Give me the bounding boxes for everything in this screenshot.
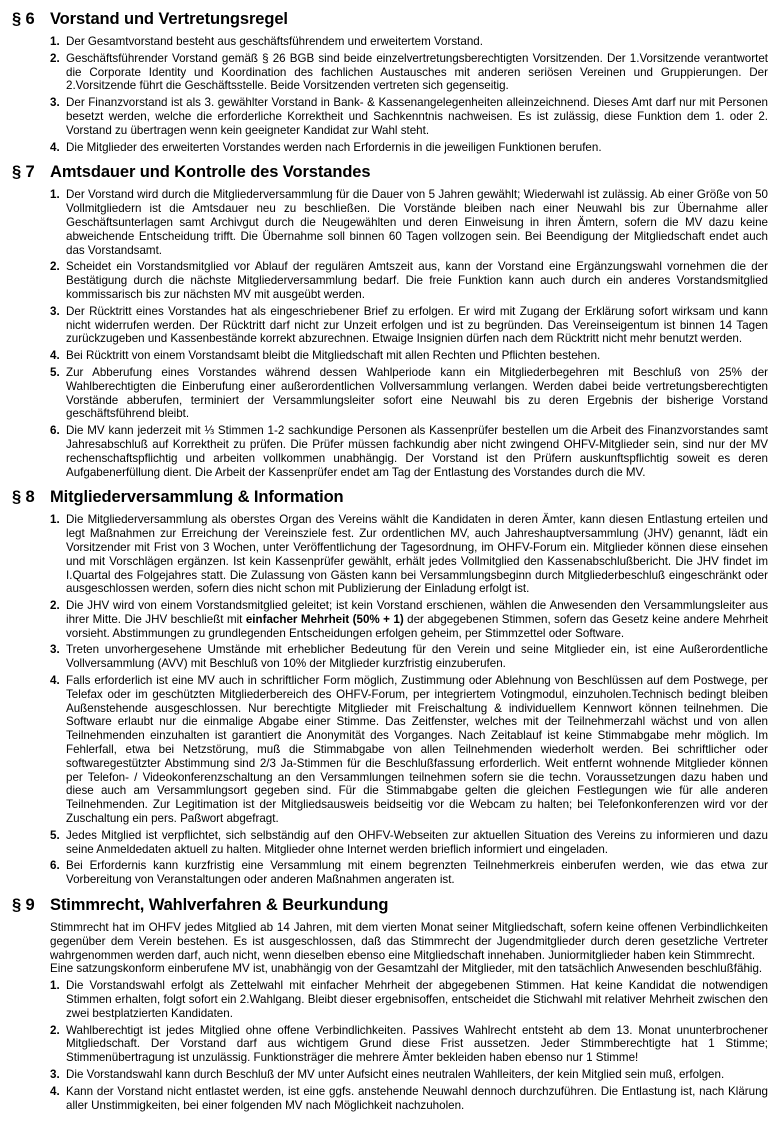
clause-list <box>12 513 768 887</box>
clause-list <box>12 35 768 154</box>
section-title: Amtsdauer und Kontrolle des Vorstandes <box>50 163 371 182</box>
clause-text: Bei Rücktritt von einem Vorstandsamt bleibt die Mitgliedschaft mit allen Rechten und Pflichten bestehen. <box>66 349 601 363</box>
clause-number: 6. <box>50 859 60 873</box>
clause <box>12 35 768 49</box>
clause <box>12 643 768 671</box>
clause <box>12 349 768 363</box>
clause-text: Der Vorstand wird durch die Mitgliederversammlung für die Dauer von 5 Jahren gewählt; Wiederwahl ist zulässig. Ab einer Größe von 50 Vollmitgliedern ist die Amtsdauer neu zu beschließen. Die Vorstände bleiben nach einer Neuwahl bis zur Übernahme aller Geschäftsunterlagen samt Archivgut durch die Neugewählten und deren Einweisung in ihren Ämtern, sofern die MV dazu keine abweichende Entscheidung trifft. Die Übernahme soll binnen 60 Tagen vollzogen sein. Bei Beendigung der Mitgliedschaft endet auch das Vorstandsamt. <box>66 188 768 257</box>
clause-number: 1. <box>50 35 60 48</box>
clause-text-part: der abgegebenen Stimmen, sofern das Gesetz keine andere Mehrheit vorsieht. Abstimmungen zu grundlegenden Entscheidungen erfolgen geheim, per Stimmzettel oder Software. <box>66 612 768 640</box>
clause-text: Kann der Vorstand nicht entlastet werden, ist eine ggfs. anstehende Neuwahl dennoch durchzuführen. Die Entlastung ist, nach Klärung aller Unstimmigkeiten, bei einer folgenden MV nach Möglichkeit nachzuholen. <box>66 1084 768 1112</box>
clause-text-part: Die JHV wird von einem Vorstandsmitglied geleitet; ist kein Vorstand erschienen, wählen die Anwesenden den Versammlungsleiter aus ihrer Mitte. Die JHV beschließt mit <box>66 599 768 626</box>
clause <box>12 599 768 640</box>
clause <box>12 260 768 301</box>
clause-number: 2. <box>50 51 60 65</box>
clause <box>12 366 768 421</box>
clause-text: Geschäftsführender Vorstand gemäß § 26 BGB sind beide einzelvertretungsberechtigten Vorsitzenden. Der 1.Vorsitzende verantwortet die Corporate Identity und Koordination des fachlichen Austausches mit anderen seriösen Vereinen und Gruppierungen. Der 2.Vorsitzende führt die Geschäftsstelle. Beide Vorsitzenden vertreten sich gegenseitig. <box>66 51 768 93</box>
section-9 <box>12 896 768 1112</box>
section-intro <box>50 921 768 976</box>
clause <box>12 1085 768 1113</box>
section-heading <box>12 488 768 507</box>
clause-text: Bei Erfordernis kann kurzfristig eine Versammlung mit einem begrenzten Teilnehmerkreis einberufen werden, wie das etwa zur Vorbereitung von Veranstaltungen oder anderen Maßnahmen angeraten ist. <box>66 859 768 887</box>
section-7 <box>12 163 768 479</box>
section-heading <box>12 896 768 915</box>
clause <box>12 859 768 887</box>
clause-number: 4. <box>50 349 60 363</box>
clause-number: 3. <box>50 96 60 110</box>
clause-number: 1. <box>50 979 60 993</box>
clause <box>12 188 768 257</box>
clause-list <box>12 188 768 479</box>
section-title: Vorstand und Vertretungsregel <box>50 10 288 28</box>
clause <box>12 674 768 826</box>
section-number: § 7 <box>12 163 35 182</box>
clause-text: Wahlberechtigt ist jedes Mitglied ohne offene Verbindlichkeiten. Passives Wahlrecht entsteht ab dem 13. Monat ununterbrochener Mitgliedschaft. Der Vorstand darf aus wichtigem Grund diese Frist aussetzen. Jeder Stimmberechtigte hat 1 Stimme; Stimmenübertragung ist unzulässig. Funktionsträger die mehrere Ämter bekleiden haben ebenso nur 1 Stimme! <box>66 1023 768 1065</box>
clause-text: Treten unvorhergesehene Umstände mit erheblicher Bedeutung für den Verein und seine Mitglieder ein, ist eine Außerordentliche Vollversammlung (AVV) mit Beschluß von 10% der Mitglieder kurzfristig einzuberufen. <box>66 643 768 671</box>
clause-number: 3. <box>50 643 60 657</box>
clause-number: 4. <box>50 674 60 688</box>
clause-text: Zur Abberufung eines Vorstandes während dessen Wahlperiode kann ein Mitgliederbegehren mit Beschluß von 25% der Wahlberechtigten die Einberufung einer außerordentlichen Vollversammlung verlangen. Werden dabei beide vertretungsberechtigten Vorstände abberufen, terminiert der Versammlungsleiter sofort eine Neuwahl bis zu deren Ergebnis der bisherige Vorstand geschäftsführend bleibt. <box>66 365 768 421</box>
clause <box>12 829 768 857</box>
clause-text: Falls erforderlich ist eine MV auch in schriftlicher Form möglich, Zustimmung oder Ablehnung von Beschlüssen auf dem Postwege, per Telefax oder im geschützten Mitgliederbereich des OHFV-Forum, per integriertem Votingmodul, einzuholen.Technisch bedingt bleiben Außenstehende ausgeschlossen. Nur berechtigte Mitglieder mit Freischaltung & individuellem Kennwort können teilnehmen. Die Software erlaubt nur die einmalige Abgabe einer Stimme. Das Zeitfenster, welches mit der Teilnehmerzahl wächst und von allen Teilnehmenden einzuhalten ist garantiert die Anonymität des Vorganges. Nach Zeitablauf ist keine Stimmabgabe mehr möglich. Im Fehlerfall, etwa bei Netzstörung, muß die Stimmabgabe von allen Teilnehmenden wiederholt werden. Bei schriftlicher oder softwaregestützter Abstimmung sind 2/3 Ja-Stimmen für die Beschlußfassung erforderlich. Weit entfernt wohnende Mitglieder können per Telefon- / Videokonferenzschaltung an den Versammlungen teilnehmen sofern sie die techn. Voraussetzungen dazu haben und diese auch am Versammlungsort gegeben sind. Für die Stimmabgabe gelten die gleichen Festlegungen wie für alle anderen Teilnehmenden. Zur Legitimation ist der Mitgliedsausweis beidseitig vor die Webcam zu halten; bei Telefonkonferenzen wird vor der Zuschaltung ein pers. Paßwort abgefragt. <box>66 674 768 826</box>
clause-number: 4. <box>50 140 60 154</box>
section-heading <box>12 163 768 182</box>
clause-number: 5. <box>50 828 60 842</box>
intro-paragraph: Stimmrecht hat im OHFV jedes Mitglied ab 14 Jahren, mit dem vierten Monat seiner Mitgliedschaft, sofern keine offenen Verbindlichkeiten gegenüber dem Verein bestehen. Es ist ausgeschlossen, daß das Stimmrecht der Jugendmitglieder durch deren gesetzliche Vertreter wahrgenommen werden darf, auch nicht, wenn dieselben ebenso eine Mitgliedschaft innehaben. Juniormitglieder haben kein Stimmrecht. <box>50 921 768 962</box>
clause-number: 5. <box>50 365 60 379</box>
clause <box>12 513 768 596</box>
clause <box>12 1024 768 1065</box>
clause-number: 6. <box>50 424 60 438</box>
majority-rule-emphasis: einfacher Mehrheit (50% + 1) <box>245 612 404 626</box>
clause-text <box>66 599 768 640</box>
clause-number: 3. <box>50 1068 60 1081</box>
clause-text: Jedes Mitglied ist verpflichtet, sich selbständig auf den OHFV-Webseiten zur aktuellen Situation des Vereins zu informieren und dazu seine Anmeldedaten aktuell zu halten. Mitglieder ohne Internet werden brieflich informiert und eingeladen. <box>66 828 768 856</box>
clause <box>12 141 768 155</box>
section-heading <box>12 10 768 29</box>
clause-text: Scheidet ein Vorstandsmitglied vor Ablauf der regulären Amtszeit aus, kann der Vorstand eine Ergänzungswahl vornehmen die der Bestätigung durch die nächste Mitgliederversammlung bedarf. Die freie Funktion kann auch durch ein anderes Vorstandsmitglied kommissarisch bis zur nächsten MV mit ausgeübt werden. <box>66 260 768 301</box>
clause <box>12 52 768 93</box>
clause-text: Der Gesamtvorstand besteht aus geschäftsführendem und erweitertem Vorstand. <box>66 35 483 48</box>
clause-number: 3. <box>50 304 60 318</box>
clause-text: Der Finanzvorstand ist als 3. gewählter Vorstand in Bank- & Kassenangelegenheiten alleinzeichnend. Dieses Amt darf nur mit Personen besetzt werden, welche die erforderliche Korrektheit und Sachkenntnis nachweisen. Es ist zulässig, diese Funktion dem 1. oder 2. Vorstand zu übertragen wenn kein geeigneter Kandidat zur Wahl steht. <box>66 96 768 137</box>
section-number: § 8 <box>12 488 35 507</box>
clause-text: Der Rücktritt eines Vorstandes hat als eingeschriebener Brief zu erfolgen. Er wird mit Zugang der Erklärung sofort wirksam und kann nicht widerrufen werden. Der Rücktritt darf nicht zur Unzeit erfolgen und ist zu begründen. Das Vereinseigentum ist binnen 14 Tagen zurückzugeben und Kassenbestände korrekt abzurechnen. Etwaige Insignien dürfen nach dem Rücktritt nicht mehr benutzt werden. <box>66 304 768 346</box>
clause <box>12 979 768 1020</box>
intro-paragraph: Eine satzungskonform einberufene MV ist, unabhängig von der Gesamtzahl der Mitglieder, mit den tatsächlich Anwesenden beschlußfähig. <box>50 962 763 976</box>
section-6 <box>12 10 768 154</box>
clause <box>12 305 768 346</box>
clause-number: 2. <box>50 1023 60 1037</box>
clause-number: 4. <box>50 1084 60 1098</box>
clause-number: 1. <box>50 188 60 202</box>
clause-number: 2. <box>50 260 60 274</box>
clause <box>12 424 768 479</box>
clause-text: Die Mitgliederversammlung als oberstes Organ des Vereins wählt die Kandidaten in deren Ämter, kann diesen Entlastung erteilen und legt Maßnahmen zur Erreichung der Vereinsziele fest. Zur ordentlichen MV, auch Jahreshauptversammlung (JHV) genannt, lädt ein Vorsitzender mit Frist von 3 Wochen, unter Veröffentlichung der Tagesordnung, im OHFV-Forum ein. Mitglieder können diese einsehen und mit Vorschlägen ergänzen. Ist kein Kassenprüfer gewählt, erhält jedes Vollmitglied den Kassenabschlußbericht. Die JHV findet im I.Quartal des Folgejahres statt. Die Zulassung von Gästen kann bei Versammlungsbeginn durch Mitgliederbeschluß eingeschränkt oder ausgeschlossen werden, sofern dies nicht schon mit Publizierung der Einladung erfolgt ist. <box>66 513 768 596</box>
clause-text: Die Vorstandswahl kann durch Beschluß der MV unter Aufsicht eines neutralen Wahlleiters, der kein Mitglied sein muß, erfolgen. <box>66 1068 725 1081</box>
clause <box>12 96 768 137</box>
section-number: § 9 <box>12 896 35 915</box>
section-number: § 6 <box>12 10 35 28</box>
clause-number: 2. <box>50 599 60 613</box>
section-title: Stimmrecht, Wahlverfahren & Beurkundung <box>50 896 389 915</box>
section-title: Mitgliederversammlung & Information <box>50 488 344 507</box>
section-8 <box>12 488 768 887</box>
clause-number: 1. <box>50 513 60 527</box>
clause <box>12 1068 768 1082</box>
clause-text: Die Mitglieder des erweiterten Vorstandes werden nach Erfordernis in die jeweiligen Funktionen berufen. <box>66 140 602 154</box>
clause-list <box>12 979 768 1112</box>
clause-text: Die Vorstandswahl erfolgt als Zettelwahl mit einfacher Mehrheit der abgegebenen Stimmen. Hat keine Kandidat die notwendigen Stimmen erhalten, folgt sofort ein 2.Wahlgang. Bleibt dieser ergebnisoffen, entscheidet die Stichwahl mit relativer Mehrheit zwischen den zwei bestplatzierten Kandidaten. <box>66 979 768 1020</box>
clause-text: Die MV kann jederzeit mit ⅓ Stimmen 1-2 sachkundige Personen als Kassenprüfer bestellen um die Arbeit des Finanzvorstandes samt Jahresabschluß auf Korrektheit zu prüfen. Die Prüfer müssen fachkundig aber nicht zwingend OHFV-Mitglieder sein, sind nur der MV rechenschaftspflichtig und arbeiten vollkommen unabhängig. Der Vorstand ist den Prüfern auskunftspflichtig soweit es deren Aufgabenerfüllung dient. Die Arbeit der Kassenprüfer endet am Tag der Entlastung des Vorstandes durch die MV. <box>66 424 768 479</box>
